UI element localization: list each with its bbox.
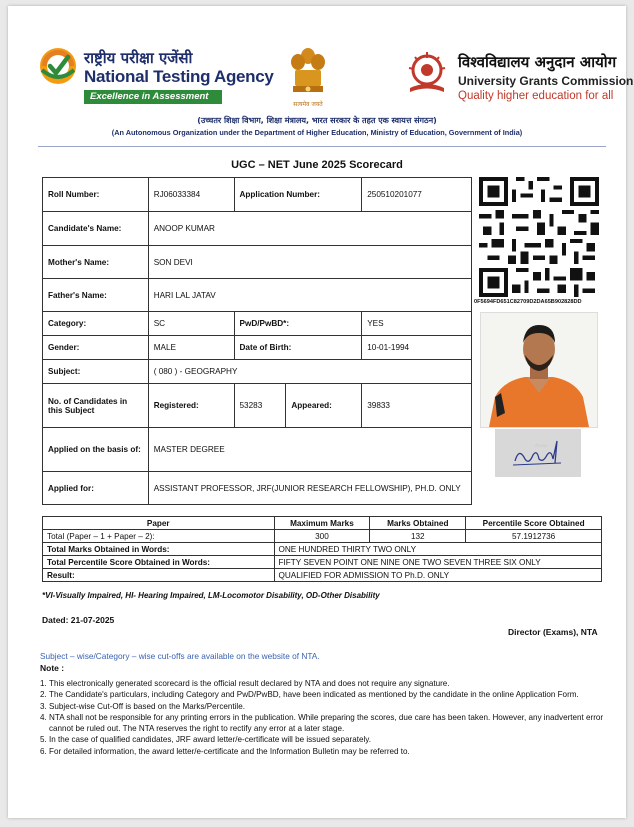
- table-row: [43, 246, 472, 279]
- note-heading: Note :: [40, 663, 65, 673]
- total-paper-label: Total (Paper – 1 + Paper – 2):: [43, 530, 275, 543]
- ugc-name: University Grants Commission: [458, 74, 634, 88]
- category-label: Category:: [43, 312, 149, 336]
- table-row: [43, 312, 472, 336]
- dob-value: 10-01-1994: [362, 336, 472, 360]
- list-item: 4. NTA shall not be responsible for any printing errors in the publication. While preparing the scores, due care has been taken. However, any inadvertent error cannot be ruled out. The NTA reserves the right to rectify any error at a later stage.: [40, 712, 604, 734]
- applied-for-value: ASSISTANT PROFESSOR, JRF(JUNIOR RESEARCH FELLOWSHIP), PH.D. ONLY: [148, 472, 471, 505]
- candidate-name-value: ANOOP KUMAR: [148, 212, 471, 246]
- table-row: [43, 384, 472, 428]
- ugc-tagline: Quality higher education for all: [458, 90, 614, 102]
- subject-label: Subject:: [43, 360, 149, 384]
- percentile-score-value: 57.1912736: [466, 530, 602, 543]
- list-item: 6. For detailed information, the award letter/e-certificate and the Information Bulletin may be referred to.: [40, 746, 410, 756]
- table-row: [43, 556, 602, 569]
- org-description-english: (An Autonomous Organization under the Department of Higher Education, Ministry of Education, Government of India): [111, 128, 523, 137]
- marks-in-words-label: Total Marks Obtained in Words:: [43, 543, 275, 556]
- result-value: QUALIFIED FOR ADMISSION TO Ph.D. ONLY: [274, 569, 602, 582]
- signature-text: Anoop: [535, 443, 548, 448]
- candidates-count-label: No. of Candidates in this Subject: [43, 384, 149, 428]
- table-row: [43, 336, 472, 360]
- registered-label: Registered:: [148, 384, 234, 428]
- roll-number-label: Roll Number:: [43, 178, 149, 212]
- father-name-value: HARI LAL JATAV: [148, 279, 471, 312]
- table-header-row: [43, 517, 602, 530]
- mother-name-label: Mother's Name:: [43, 246, 149, 279]
- director-signatory: Director (Exams), NTA: [508, 627, 598, 637]
- mother-name-value: SON DEVI: [148, 246, 471, 279]
- column-header: Marks Obtained: [370, 517, 466, 530]
- candidate-signature: [495, 429, 581, 477]
- list-item: 2. The Candidate's particulars, including Category and PwD/PwBD, have been indicated as mentioned by the candidate in the online Application Form.: [40, 690, 579, 700]
- appeared-value: 39833: [362, 384, 472, 428]
- category-value: SC: [148, 312, 234, 336]
- ugc-logo-icon: [406, 52, 448, 96]
- marks-obtained-value: 132: [370, 530, 466, 543]
- list-item: 5. In the case of qualified candidates, JRF award letter/e-certificate will be issued separately.: [40, 735, 371, 745]
- basis-label: Applied on the basis of:: [43, 428, 149, 472]
- percentile-in-words-value: FIFTY SEVEN POINT ONE NINE ONE TWO SEVEN THREE SIX ONLY: [274, 556, 602, 569]
- issue-date: Dated: 21-07-2025: [42, 615, 115, 625]
- cutoff-notice: Subject – wise/Category – wise cut-offs are available on the website of NTA.: [40, 651, 320, 661]
- dob-label: Date of Birth:: [234, 336, 362, 360]
- roll-number-value: RJ06033384: [148, 178, 234, 212]
- list-item: 1. This electronically generated scorecard is the official result declared by NTA and does not require any signature.: [40, 679, 450, 688]
- table-row: [43, 360, 472, 384]
- registered-value: 53283: [234, 384, 286, 428]
- gender-label: Gender:: [43, 336, 149, 360]
- nta-name: National Testing Agency: [84, 67, 274, 86]
- table-row: [43, 178, 472, 212]
- marks-in-words-value: ONE HUNDRED THIRTY TWO ONLY: [274, 543, 602, 556]
- gender-value: MALE: [148, 336, 234, 360]
- column-header: Percentile Score Obtained: [466, 517, 602, 530]
- pwd-label: PwD/PwBD*:: [234, 312, 362, 336]
- table-row: [43, 279, 472, 312]
- father-name-label: Father's Name:: [43, 279, 149, 312]
- table-row: [43, 569, 602, 582]
- column-header: Paper: [43, 517, 275, 530]
- emblem-motto: सत्यमेव जयते: [293, 101, 323, 108]
- applied-for-label: Applied for:: [43, 472, 149, 505]
- qr-code-icon: [478, 177, 600, 297]
- nta-logo-icon: [38, 46, 78, 86]
- qr-code-text: 0F5694FD651C82709D2DA65B902828DD: [474, 299, 582, 305]
- appeared-label: Appeared:: [286, 384, 362, 428]
- notes-list: [40, 678, 606, 757]
- disability-legend: *VI-Visually Impaired, HI- Hearing Impaired, LM-Locomotor Disability, OD-Other Disability: [42, 591, 380, 600]
- table-row: [43, 530, 602, 543]
- application-number-label: Application Number:: [234, 178, 362, 212]
- maximum-marks-value: 300: [274, 530, 370, 543]
- percentile-in-words-label: Total Percentile Score Obtained in Words:: [43, 556, 275, 569]
- header-divider: [38, 146, 606, 147]
- basis-value: MASTER DEGREE: [148, 428, 471, 472]
- national-emblem-icon: [288, 46, 328, 110]
- candidate-photo: [480, 312, 598, 428]
- scorecard-page: [8, 6, 634, 818]
- candidate-details-table: [42, 177, 472, 505]
- table-row: [43, 212, 472, 246]
- result-label: Result:: [43, 569, 275, 582]
- org-description-hindi: (उच्चतर शिक्षा विभाग, शिक्षा मंत्रालय, भारत सरकार के तहत एक स्वायत्त संगठन): [197, 116, 437, 125]
- table-row: [43, 428, 472, 472]
- pwd-value: YES: [362, 312, 472, 336]
- signature-icon: [495, 429, 581, 477]
- column-header: Maximum Marks: [274, 517, 370, 530]
- subject-value: ( 080 ) - GEOGRAPHY: [148, 360, 471, 384]
- table-row: [43, 472, 472, 505]
- scorecard-title: UGC – NET June 2025 Scorecard: [231, 159, 403, 171]
- candidate-name-label: Candidate's Name:: [43, 212, 149, 246]
- table-row: [43, 543, 602, 556]
- application-number-value: 250510201077: [362, 178, 472, 212]
- person-photo-icon: [481, 313, 597, 427]
- ugc-hindi-name: विश्वविद्यालय अनुदान आयोग: [458, 53, 617, 71]
- marks-table: [42, 516, 602, 582]
- nta-tagline: Excellence in Assessment: [84, 90, 222, 104]
- list-item: 3. Subject-wise Cut-Off is based on the Marks/Percentile.: [40, 701, 245, 711]
- nta-hindi-name: राष्ट्रीय परीक्षा एजेंसी: [84, 49, 193, 67]
